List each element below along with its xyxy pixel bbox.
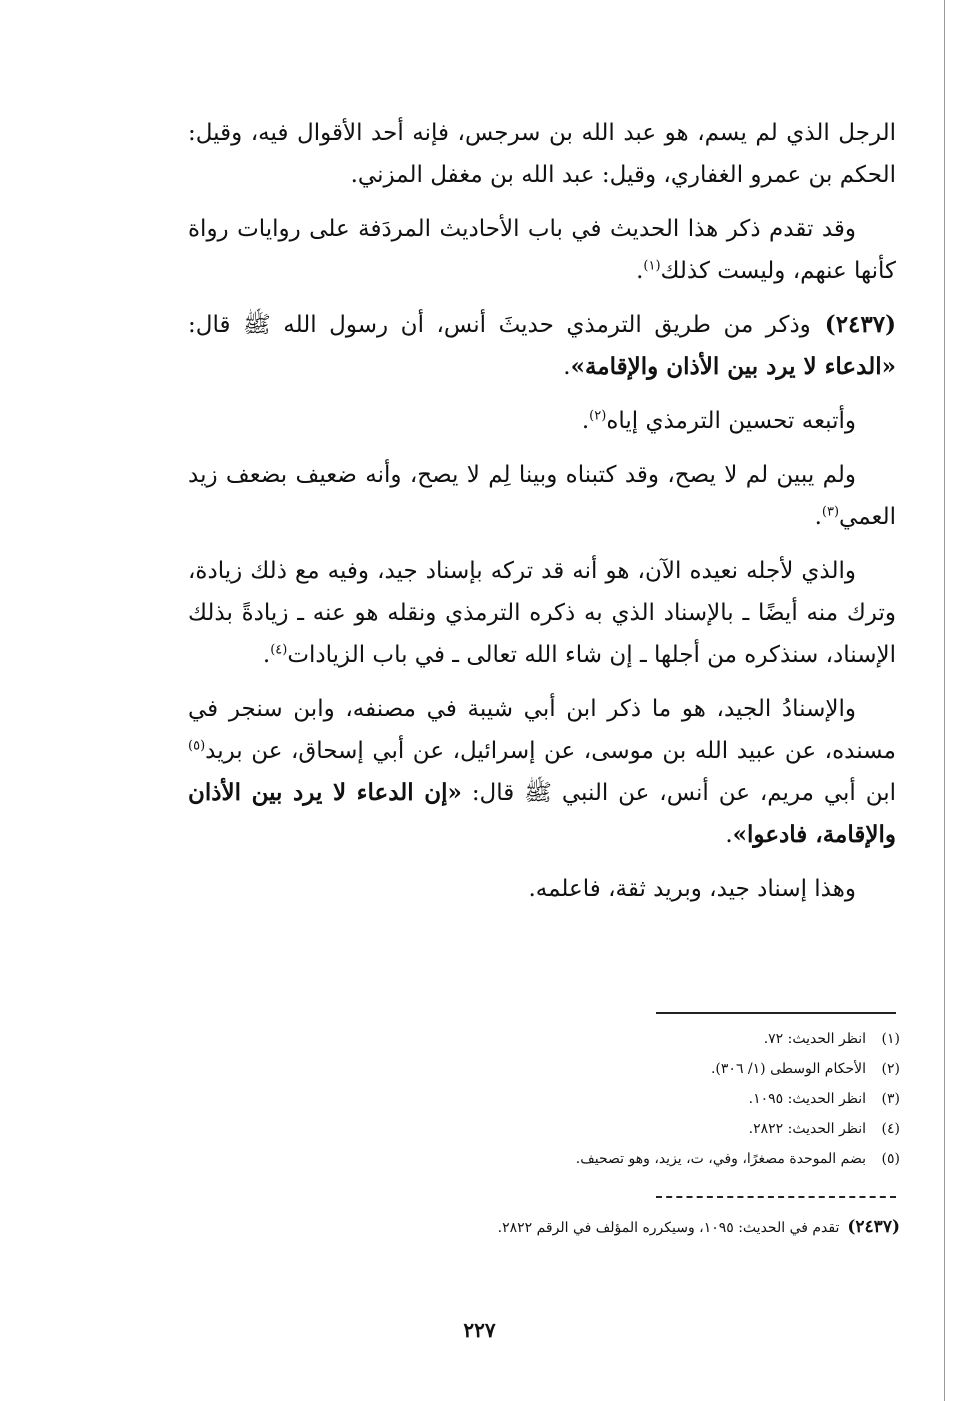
- footnote-text: بضم الموحدة مصغرًا، وفي، ت، يزيد، وهو تصحيف.: [575, 1151, 866, 1167]
- paragraph-text: ولم يبين لم لا يصح، وقد كتبناه وبينا لِم لا يصح، وأنه ضعيف بضعف زيد العمي: [188, 462, 896, 530]
- punctuation: .: [636, 258, 644, 284]
- footnote-item: [188, 1114, 900, 1144]
- footnote-marker: (٥): [881, 1151, 900, 1167]
- footnote-item: [188, 1024, 900, 1054]
- paragraph-text: وأتبعه تحسين الترمذي إياه: [606, 408, 856, 434]
- cross-reference: [188, 1212, 900, 1243]
- paragraph-text: والإسنادُ الجيد، هو ما ذكر ابن أبي شيبة في مصنفه، وابن سنجر في مسنده، عن عبيد الله بن موسى، عن إسرائيل، عن أبي إسحاق، عن بريد: [188, 696, 896, 764]
- page-edge-line: [944, 0, 945, 1401]
- hadith-quote: «إن الدعاء لا يرد بين الأذان والإقامة، فادعوا»: [188, 779, 896, 848]
- main-text: [188, 112, 896, 922]
- paragraph-text: والذي لأجله نعيده الآن، هو أنه قد تركه بإسناد جيد، وفيه مع ذلك زيادة، وترك منه أيضًا ـ بالإسناد الذي به ذكره الترمذي ونقله هو عنه ـ زيادةً بذلك الإسناد، سنذكره من أجلها ـ إن شاء الله تعالى ـ في باب الزيادات: [188, 558, 896, 668]
- paragraph-text: ابن أبي مريم، عن أنس، عن النبي ﷺ قال:: [471, 780, 896, 806]
- paragraph-text: وقد تقدم ذكر هذا الحديث في باب الأحاديث المردَفة على روايات رواة كأنها عنهم، وليست كذلك: [188, 216, 896, 284]
- paragraph: [188, 688, 896, 856]
- footnote-divider: [656, 1012, 896, 1014]
- footnote-text: انظر الحديث: ١٠٩٥.: [748, 1091, 866, 1107]
- footnote-marker: (١): [881, 1031, 900, 1047]
- paragraph-text: وذكر من طريق الترمذي حديثَ أنس، أن رسول الله ﷺ قال:: [188, 312, 811, 338]
- punctuation: .: [262, 642, 271, 668]
- paragraph: [188, 454, 896, 538]
- paragraph: [188, 208, 896, 292]
- punctuation: .: [563, 354, 571, 380]
- cross-reference-text: تقدم في الحديث: ١٠٩٥، وسيكرره المؤلف في الرقم ٢٨٢٢.: [497, 1220, 840, 1236]
- footnote-item: [188, 1054, 900, 1084]
- footnote-marker: (٣): [881, 1091, 900, 1107]
- paragraph: [188, 868, 896, 910]
- page-number: ٢٢٧: [463, 1318, 496, 1342]
- cross-reference-divider: [656, 1196, 896, 1198]
- footnote-item: [188, 1084, 900, 1114]
- paragraph-text: وهذا إسناد جيد، وبريد ثقة، فاعلمه.: [528, 876, 856, 902]
- footnote-text: انظر الحديث: ٢٨٢٢.: [748, 1121, 866, 1137]
- footnote-text: انظر الحديث: ٧٢.: [763, 1031, 866, 1047]
- hadith-number: (٢٤٣٧): [824, 311, 896, 338]
- punctuation: .: [814, 504, 822, 530]
- footnotes: [188, 1024, 900, 1174]
- punctuation: .: [581, 408, 590, 434]
- footnote-ref[interactable]: (٢): [589, 408, 607, 424]
- footnote-marker: (٤): [881, 1121, 900, 1137]
- paragraph: [188, 550, 896, 676]
- footnote-ref[interactable]: (٣): [821, 504, 840, 520]
- paragraph: [188, 400, 896, 442]
- footnote-item: [188, 1144, 900, 1174]
- paragraph-text: الرجل الذي لم يسم، هو عبد الله بن سرجس، فإنه أحد الأقوال فيه، وقيل: الحكم بن عمرو الغفاري، وقيل: عبد الله بن مغفل المزني.: [188, 120, 896, 188]
- footnote-marker: (٢): [881, 1061, 900, 1077]
- hadith-paragraph: [188, 304, 896, 388]
- footnote-ref[interactable]: (٥): [188, 738, 206, 754]
- footnote-ref[interactable]: (٤): [270, 642, 288, 658]
- cross-reference-marker: (٢٤٣٧): [847, 1217, 900, 1237]
- footnote-ref[interactable]: (١): [643, 258, 661, 274]
- hadith-quote: «الدعاء لا يرد بين الأذان والإقامة»: [570, 353, 896, 380]
- paragraph: [188, 112, 896, 196]
- punctuation: .: [725, 822, 733, 848]
- footnote-text: الأحكام الوسطى (١/ ٣٠٦).: [710, 1061, 866, 1077]
